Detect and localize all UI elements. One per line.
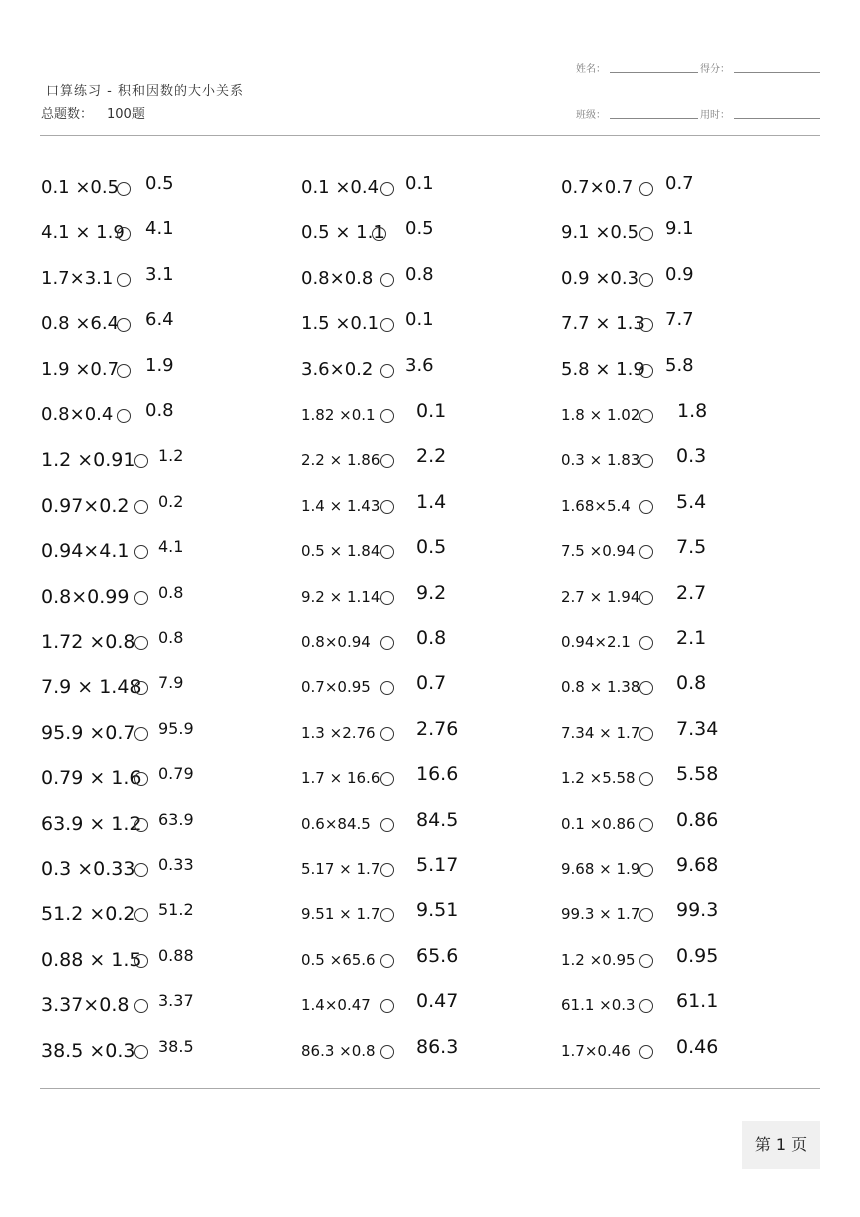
problem-expression: 0.7×0.95 xyxy=(301,678,371,697)
comparison-value: 0.8 xyxy=(676,672,707,695)
comparison-circle[interactable] xyxy=(639,227,653,241)
problem-item xyxy=(301,304,541,334)
problem-item xyxy=(301,440,541,470)
comparison-circle[interactable] xyxy=(639,409,653,423)
comparison-circle[interactable] xyxy=(134,999,148,1013)
problem-item xyxy=(301,259,541,289)
problem-item xyxy=(41,804,281,834)
name-label: 姓名： xyxy=(576,64,606,75)
problem-item xyxy=(301,168,541,198)
problem-expression: 1.2 ×5.58 xyxy=(561,769,636,788)
comparison-circle[interactable] xyxy=(380,545,394,559)
comparison-value: 2.7 xyxy=(676,581,707,604)
comparison-value: 0.8 xyxy=(158,582,184,602)
problem-item xyxy=(561,940,801,970)
problem-item xyxy=(301,622,541,652)
comparison-value: 7.9 xyxy=(158,673,184,693)
problem-expression: 1.7×3.1 xyxy=(41,267,114,289)
comparison-circle[interactable] xyxy=(117,273,131,287)
problem-item xyxy=(301,577,541,607)
problem-item xyxy=(41,1031,281,1061)
problem-expression: 0.9 ×0.3 xyxy=(561,267,640,289)
comparison-value: 0.1 xyxy=(405,173,434,194)
comparison-circle[interactable] xyxy=(134,954,148,968)
problem-item xyxy=(561,168,801,198)
worksheet-title: 口算练习 - 积和因数的大小关系 xyxy=(46,84,244,99)
score-label: 得分： xyxy=(700,64,730,75)
comparison-circle[interactable] xyxy=(134,863,148,877)
problem-item xyxy=(41,894,281,924)
comparison-value: 6.4 xyxy=(145,309,174,331)
problem-expression: 0.88 × 1.5 xyxy=(41,948,142,971)
comparison-circle[interactable] xyxy=(134,591,148,605)
problem-expression: 38.5 ×0.3 xyxy=(41,1039,136,1062)
problem-item xyxy=(561,1031,801,1061)
name-blank-line xyxy=(610,72,698,73)
comparison-value: 4.1 xyxy=(145,218,174,240)
comparison-value: 5.58 xyxy=(676,763,719,786)
problem-item xyxy=(301,985,541,1015)
comparison-circle[interactable] xyxy=(639,182,653,196)
comparison-circle[interactable] xyxy=(380,908,394,922)
comparison-circle[interactable] xyxy=(117,409,131,423)
comparison-circle[interactable] xyxy=(639,364,653,378)
comparison-value: 9.51 xyxy=(416,899,459,922)
problem-expression: 1.2 ×0.91 xyxy=(41,449,136,472)
problem-item xyxy=(41,849,281,879)
comparison-circle[interactable] xyxy=(639,273,653,287)
comparison-value: 0.46 xyxy=(676,1035,719,1058)
comparison-circle[interactable] xyxy=(134,636,148,650)
problem-expression: 1.72 ×0.8 xyxy=(41,631,136,653)
comparison-value: 1.9 xyxy=(145,354,174,376)
problem-item xyxy=(301,1031,541,1061)
problem-expression: 1.7×0.46 xyxy=(561,1041,631,1060)
problem-item xyxy=(41,350,281,380)
problem-expression: 0.79 × 1.6 xyxy=(41,767,142,790)
problem-item xyxy=(41,667,281,697)
problem-item xyxy=(41,486,281,516)
problem-item xyxy=(41,168,281,198)
problem-expression: 0.94×2.1 xyxy=(561,633,631,651)
comparison-value: 0.8 xyxy=(405,263,434,285)
problem-expression: 1.68×5.4 xyxy=(561,496,631,515)
comparison-value: 1.2 xyxy=(158,446,184,466)
comparison-circle[interactable] xyxy=(380,364,394,378)
comparison-circle[interactable] xyxy=(134,772,148,786)
comparison-value: 0.47 xyxy=(416,990,459,1013)
problem-item xyxy=(561,622,801,652)
problem-expression: 95.9 ×0.7 xyxy=(41,721,136,744)
comparison-value: 0.7 xyxy=(416,672,447,695)
time-label: 用时： xyxy=(700,110,730,121)
problem-expression: 7.34 × 1.7 xyxy=(561,723,641,742)
comparison-value: 0.79 xyxy=(158,764,194,784)
problem-expression: 0.8×0.8 xyxy=(301,267,374,289)
problem-expression: 1.5 ×0.1 xyxy=(301,313,380,335)
comparison-circle[interactable] xyxy=(380,999,394,1013)
comparison-value: 16.6 xyxy=(416,763,459,786)
problem-expression: 2.7 × 1.94 xyxy=(561,587,641,606)
problem-item xyxy=(41,440,281,470)
problem-expression: 0.8×0.94 xyxy=(301,633,371,651)
comparison-value: 7.5 xyxy=(676,536,707,559)
problem-expression: 9.1 ×0.5 xyxy=(561,222,640,244)
comparison-circle[interactable] xyxy=(639,591,653,605)
problem-expression: 0.8 × 1.38 xyxy=(561,678,641,697)
comparison-circle[interactable] xyxy=(134,454,148,468)
name-field[interactable] xyxy=(576,60,606,75)
comparison-value: 9.1 xyxy=(665,218,694,240)
comparison-circle[interactable] xyxy=(639,500,653,514)
problem-expression: 63.9 × 1.2 xyxy=(41,812,142,835)
problem-expression: 3.37×0.8 xyxy=(41,994,130,1017)
problem-item xyxy=(301,804,541,834)
problem-expression: 7.9 × 1.48 xyxy=(41,676,142,699)
comparison-value: 7.7 xyxy=(665,309,694,331)
comparison-value: 2.2 xyxy=(416,445,447,468)
problem-item xyxy=(41,531,281,561)
problem-item xyxy=(41,259,281,289)
comparison-value: 3.1 xyxy=(145,263,174,285)
problem-item xyxy=(41,577,281,607)
problem-expression: 7.5 ×0.94 xyxy=(561,542,636,561)
comparison-value: 0.8 xyxy=(145,400,174,421)
problem-item xyxy=(561,713,801,743)
comparison-value: 0.1 xyxy=(416,400,447,422)
comparison-value: 2.76 xyxy=(416,717,459,740)
comparison-circle[interactable] xyxy=(639,818,653,832)
comparison-circle[interactable] xyxy=(380,318,394,332)
problem-expression: 0.5 × 1.84 xyxy=(301,542,381,561)
question-count-value: 100题 xyxy=(107,107,145,122)
problem-expression: 2.2 × 1.86 xyxy=(301,451,381,470)
problem-item xyxy=(41,304,281,334)
problem-item xyxy=(561,304,801,334)
question-count-label: 总题数： xyxy=(41,107,94,122)
comparison-circle[interactable] xyxy=(380,500,394,514)
problem-expression: 1.3 ×2.76 xyxy=(301,723,376,742)
comparison-value: 9.2 xyxy=(416,581,447,604)
problem-item xyxy=(301,395,541,425)
problem-expression: 0.1 ×0.86 xyxy=(561,814,636,833)
problem-item xyxy=(301,894,541,924)
problem-item xyxy=(301,940,541,970)
problem-expression: 1.2 ×0.95 xyxy=(561,950,636,969)
comparison-value: 7.34 xyxy=(676,717,719,740)
problem-item xyxy=(561,213,801,243)
problem-expression: 9.68 × 1.9 xyxy=(561,860,641,878)
comparison-value: 84.5 xyxy=(416,808,459,831)
comparison-circle[interactable] xyxy=(639,908,653,922)
comparison-circle[interactable] xyxy=(117,227,131,241)
comparison-circle[interactable] xyxy=(380,409,394,423)
comparison-circle[interactable] xyxy=(639,545,653,559)
comparison-circle[interactable] xyxy=(639,772,653,786)
comparison-value: 5.17 xyxy=(416,854,459,876)
problem-item xyxy=(301,713,541,743)
problem-expression: 0.8×0.99 xyxy=(41,585,130,608)
comparison-circle[interactable] xyxy=(134,908,148,922)
comparison-circle[interactable] xyxy=(380,863,394,877)
comparison-circle[interactable] xyxy=(639,1045,653,1059)
comparison-value: 38.5 xyxy=(158,1036,194,1056)
comparison-value: 0.3 xyxy=(676,445,707,468)
comparison-value: 0.2 xyxy=(158,491,184,511)
comparison-value: 0.95 xyxy=(676,944,719,967)
problem-item xyxy=(561,259,801,289)
problem-expression: 0.8×0.4 xyxy=(41,404,114,425)
problem-expression: 1.7 × 16.6 xyxy=(301,769,381,788)
comparison-circle[interactable] xyxy=(639,954,653,968)
comparison-circle[interactable] xyxy=(134,500,148,514)
comparison-value: 2.1 xyxy=(676,627,707,649)
comparison-value: 0.86 xyxy=(676,808,719,831)
comparison-value: 65.6 xyxy=(416,944,459,967)
problem-item xyxy=(41,940,281,970)
problem-expression: 0.1 ×0.4 xyxy=(301,177,380,198)
comparison-value: 1.4 xyxy=(416,490,447,513)
comparison-circle[interactable] xyxy=(380,273,394,287)
comparison-circle[interactable] xyxy=(134,1045,148,1059)
comparison-value: 5.8 xyxy=(665,354,694,376)
problem-item xyxy=(561,531,801,561)
comparison-circle[interactable] xyxy=(380,1045,394,1059)
problem-item xyxy=(561,440,801,470)
problem-expression: 0.3 ×0.33 xyxy=(41,858,136,880)
problem-item xyxy=(41,713,281,743)
comparison-circle[interactable] xyxy=(134,818,148,832)
problem-expression: 1.4 × 1.43 xyxy=(301,496,381,515)
problem-expression: 9.51 × 1.7 xyxy=(301,905,381,924)
comparison-circle[interactable] xyxy=(380,454,394,468)
comparison-circle[interactable] xyxy=(380,636,394,650)
comparison-value: 4.1 xyxy=(158,537,184,557)
problem-item xyxy=(561,667,801,697)
page-number: 第 1 页 xyxy=(742,1121,820,1169)
comparison-value: 0.9 xyxy=(665,263,694,285)
comparison-value: 0.88 xyxy=(158,945,194,965)
problem-item xyxy=(561,758,801,788)
comparison-value: 0.7 xyxy=(665,173,694,194)
comparison-circle[interactable] xyxy=(117,318,131,332)
problem-item xyxy=(41,622,281,652)
comparison-circle[interactable] xyxy=(117,182,131,196)
comparison-value: 3.37 xyxy=(158,991,194,1011)
problem-expression: 1.8 × 1.02 xyxy=(561,406,641,424)
comparison-circle[interactable] xyxy=(117,364,131,378)
score-blank-line xyxy=(734,72,820,73)
problem-expression: 4.1 × 1.9 xyxy=(41,222,125,244)
footer-divider xyxy=(40,1088,820,1089)
problem-item xyxy=(301,350,541,380)
time-blank-line xyxy=(734,118,820,119)
problem-item xyxy=(41,758,281,788)
comparison-circle[interactable] xyxy=(639,454,653,468)
comparison-value: 5.4 xyxy=(676,490,707,513)
problem-expression: 9.2 × 1.14 xyxy=(301,587,381,606)
problem-expression: 51.2 ×0.2 xyxy=(41,903,136,926)
comparison-value: 0.5 xyxy=(405,218,434,240)
comparison-circle[interactable] xyxy=(134,681,148,695)
time-field[interactable] xyxy=(700,106,730,121)
comparison-value: 0.33 xyxy=(158,855,194,874)
problem-item xyxy=(301,849,541,879)
comparison-value: 0.5 xyxy=(416,536,447,559)
problem-item xyxy=(561,985,801,1015)
problem-item xyxy=(561,486,801,516)
problem-expression: 0.3 × 1.83 xyxy=(561,451,641,470)
problem-item xyxy=(301,213,541,243)
comparison-value: 0.1 xyxy=(405,309,434,331)
comparison-value: 61.1 xyxy=(676,990,719,1013)
header-divider xyxy=(40,135,820,136)
comparison-circle[interactable] xyxy=(380,681,394,695)
problem-expression: 5.8 × 1.9 xyxy=(561,358,645,380)
comparison-value: 0.8 xyxy=(416,627,447,649)
comparison-circle[interactable] xyxy=(639,318,653,332)
problem-item xyxy=(561,577,801,607)
problem-expression: 7.7 × 1.3 xyxy=(561,313,645,335)
problem-expression: 3.6×0.2 xyxy=(301,358,374,380)
comparison-value: 95.9 xyxy=(158,718,194,738)
comparison-value: 0.5 xyxy=(145,173,174,194)
comparison-value: 99.3 xyxy=(676,899,719,922)
problem-expression: 5.17 × 1.7 xyxy=(301,860,381,878)
comparison-circle[interactable] xyxy=(639,727,653,741)
problem-item xyxy=(561,849,801,879)
comparison-circle[interactable] xyxy=(380,591,394,605)
problem-expression: 0.5 × 1.1 xyxy=(301,222,385,244)
comparison-value: 0.8 xyxy=(158,628,184,647)
problem-expression: 0.6×84.5 xyxy=(301,814,371,833)
score-field[interactable] xyxy=(700,60,730,75)
problem-expression: 0.1 ×0.5 xyxy=(41,177,120,198)
comparison-value: 51.2 xyxy=(158,900,194,920)
comparison-circle[interactable] xyxy=(380,182,394,196)
problem-item xyxy=(561,395,801,425)
class-blank-line xyxy=(610,118,698,119)
comparison-value: 86.3 xyxy=(416,1035,459,1058)
problem-expression: 1.4×0.47 xyxy=(301,996,371,1015)
problem-expression: 1.9 ×0.7 xyxy=(41,358,120,380)
problem-expression: 0.8 ×6.4 xyxy=(41,313,120,335)
class-field[interactable] xyxy=(576,106,606,121)
comparison-circle[interactable] xyxy=(380,772,394,786)
comparison-circle[interactable] xyxy=(639,636,653,650)
problem-item xyxy=(561,350,801,380)
comparison-circle[interactable] xyxy=(639,999,653,1013)
comparison-value: 3.6 xyxy=(405,354,434,376)
problem-expression: 0.97×0.2 xyxy=(41,494,130,517)
problem-expression: 86.3 ×0.8 xyxy=(301,1041,376,1060)
problem-item xyxy=(301,667,541,697)
problem-item xyxy=(561,804,801,834)
comparison-value: 9.68 xyxy=(676,854,719,876)
problem-item xyxy=(301,531,541,561)
question-count xyxy=(41,103,145,122)
comparison-circle[interactable] xyxy=(639,863,653,877)
problem-item xyxy=(41,213,281,243)
problem-item xyxy=(561,894,801,924)
comparison-circle[interactable] xyxy=(380,818,394,832)
problem-item xyxy=(41,985,281,1015)
comparison-value: 63.9 xyxy=(158,809,194,829)
comparison-circle[interactable] xyxy=(134,727,148,741)
problem-expression: 0.7×0.7 xyxy=(561,177,634,198)
class-label: 班级： xyxy=(576,110,606,121)
comparison-value: 1.8 xyxy=(677,400,708,422)
problem-item xyxy=(301,486,541,516)
problem-expression: 0.5 ×65.6 xyxy=(301,950,376,969)
problem-item xyxy=(41,395,281,425)
comparison-circle[interactable] xyxy=(380,954,394,968)
problem-expression: 0.94×4.1 xyxy=(41,540,130,563)
problem-expression: 61.1 ×0.3 xyxy=(561,996,636,1015)
problem-item xyxy=(301,758,541,788)
problem-expression: 99.3 × 1.7 xyxy=(561,905,641,924)
comparison-circle[interactable] xyxy=(134,545,148,559)
comparison-circle[interactable] xyxy=(639,681,653,695)
problem-expression: 1.82 ×0.1 xyxy=(301,406,376,424)
comparison-circle[interactable] xyxy=(380,727,394,741)
